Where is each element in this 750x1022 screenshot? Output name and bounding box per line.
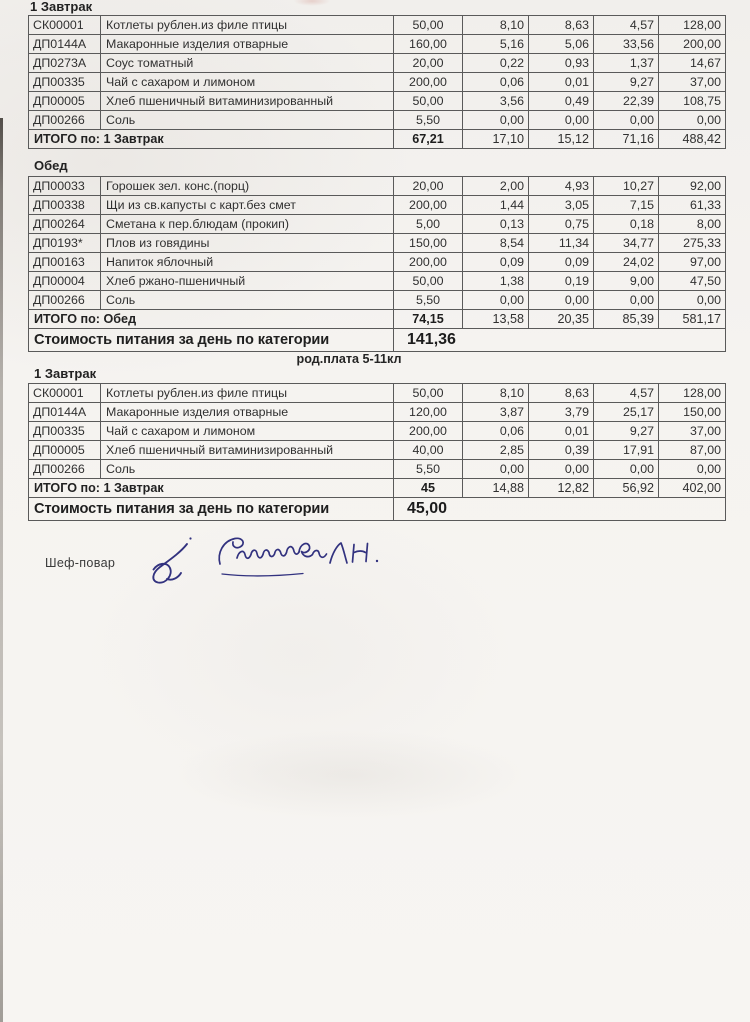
- day-cost-row: [29, 329, 726, 352]
- total-value-2: 20,35: [529, 310, 594, 329]
- item-qty: 20,00: [394, 177, 463, 196]
- item-name: Соль: [101, 291, 394, 310]
- day-cost-label: Стоимость питания за день по категории: [29, 329, 394, 352]
- item-qty: 5,00: [394, 215, 463, 234]
- item-code: СК00001: [29, 16, 101, 35]
- total-row: [29, 310, 726, 329]
- item-value-4: 0,00: [659, 291, 726, 310]
- item-value-2: 0,09: [529, 253, 594, 272]
- table-row: [29, 111, 726, 130]
- item-code: ДП00264: [29, 215, 101, 234]
- item-value-4: 8,00: [659, 215, 726, 234]
- item-value-3: 7,15: [594, 196, 659, 215]
- category-note: род.плата 5-11кл: [296, 352, 402, 366]
- item-value-4: 37,00: [659, 422, 726, 441]
- item-name: Хлеб пшеничный витаминизированный: [101, 441, 394, 460]
- item-name: Хлеб пшеничный витаминизированный: [101, 92, 394, 111]
- item-value-2: 3,05: [529, 196, 594, 215]
- item-name: Щи из св.капусты с карт.без смет: [101, 196, 394, 215]
- item-value-3: 0,00: [594, 291, 659, 310]
- item-value-2: 0,00: [529, 291, 594, 310]
- signature-handwriting: [133, 523, 395, 595]
- item-value-4: 61,33: [659, 196, 726, 215]
- item-value-2: 8,63: [529, 384, 594, 403]
- item-value-2: 4,93: [529, 177, 594, 196]
- item-value-2: 11,34: [529, 234, 594, 253]
- table-row: [29, 196, 726, 215]
- item-value-3: 9,27: [594, 73, 659, 92]
- item-qty: 200,00: [394, 422, 463, 441]
- item-qty: 150,00: [394, 234, 463, 253]
- item-value-4: 108,75: [659, 92, 726, 111]
- menu-table-breakfast-1: [28, 15, 726, 149]
- item-value-3: 24,02: [594, 253, 659, 272]
- item-value-2: 0,19: [529, 272, 594, 291]
- item-name: Макаронные изделия отварные: [101, 35, 394, 54]
- item-qty: 50,00: [394, 272, 463, 291]
- item-value-3: 25,17: [594, 403, 659, 422]
- item-code: ДП00335: [29, 422, 101, 441]
- table-row: [29, 253, 726, 272]
- item-value-1: 0,00: [463, 111, 529, 130]
- item-name: Сметана к пер.блюдам (прокип): [101, 215, 394, 234]
- table-row: [29, 73, 726, 92]
- item-value-3: 34,77: [594, 234, 659, 253]
- item-name: Чай с сахаром и лимоном: [101, 73, 394, 92]
- total-row: [29, 130, 726, 149]
- item-value-4: 0,00: [659, 460, 726, 479]
- item-value-4: 14,67: [659, 54, 726, 73]
- item-qty: 20,00: [394, 54, 463, 73]
- total-value-1: 17,10: [463, 130, 529, 149]
- item-name: Соус томатный: [101, 54, 394, 73]
- total-value-4: 581,17: [659, 310, 726, 329]
- chef-signature-label: Шеф-повар: [45, 556, 116, 570]
- item-code: ДП0144А: [29, 35, 101, 54]
- item-value-2: 0,93: [529, 54, 594, 73]
- table-row: [29, 16, 726, 35]
- item-value-1: 3,56: [463, 92, 529, 111]
- item-qty: 50,00: [394, 16, 463, 35]
- section-title-breakfast-2: 1 Завтрак: [34, 366, 97, 381]
- total-value-2: 15,12: [529, 130, 594, 149]
- item-value-4: 97,00: [659, 253, 726, 272]
- total-value-1: 14,88: [463, 479, 529, 498]
- item-value-4: 37,00: [659, 73, 726, 92]
- item-code: ДП0193*: [29, 234, 101, 253]
- item-value-2: 0,00: [529, 111, 594, 130]
- item-value-4: 150,00: [659, 403, 726, 422]
- item-value-2: 0,39: [529, 441, 594, 460]
- total-qty: 74,15: [394, 310, 463, 329]
- total-qty: 67,21: [394, 130, 463, 149]
- table-row: [29, 291, 726, 310]
- menu-table-breakfast-2: [28, 383, 726, 521]
- table-row: [29, 384, 726, 403]
- item-value-2: 0,00: [529, 460, 594, 479]
- item-value-1: 0,00: [463, 460, 529, 479]
- item-value-1: 0,00: [463, 291, 529, 310]
- table-row: [29, 54, 726, 73]
- item-code: ДП00005: [29, 92, 101, 111]
- item-value-2: 0,01: [529, 422, 594, 441]
- item-value-2: 5,06: [529, 35, 594, 54]
- total-value-3: 85,39: [594, 310, 659, 329]
- day-cost-value: 141,36: [394, 329, 726, 352]
- day-cost-label: Стоимость питания за день по категории: [29, 498, 394, 521]
- item-value-2: 3,79: [529, 403, 594, 422]
- item-value-4: 87,00: [659, 441, 726, 460]
- item-code: СК00001: [29, 384, 101, 403]
- item-name: Чай с сахаром и лимоном: [101, 422, 394, 441]
- table-row: [29, 422, 726, 441]
- menu-table-lunch: [28, 176, 726, 352]
- item-name: Макаронные изделия отварные: [101, 403, 394, 422]
- item-value-3: 33,56: [594, 35, 659, 54]
- item-value-4: 128,00: [659, 16, 726, 35]
- total-label: ИТОГО по: 1 Завтрак: [29, 479, 394, 498]
- scan-edge-artifact: [0, 118, 3, 1022]
- table-row: [29, 35, 726, 54]
- item-value-3: 9,27: [594, 422, 659, 441]
- item-value-4: 92,00: [659, 177, 726, 196]
- total-value-4: 402,00: [659, 479, 726, 498]
- item-code: ДП00004: [29, 272, 101, 291]
- item-value-4: 128,00: [659, 384, 726, 403]
- item-code: ДП0273А: [29, 54, 101, 73]
- item-value-3: 17,91: [594, 441, 659, 460]
- section-title-lunch: Обед: [34, 158, 68, 173]
- item-value-2: 8,63: [529, 16, 594, 35]
- item-value-3: 10,27: [594, 177, 659, 196]
- item-value-1: 2,85: [463, 441, 529, 460]
- day-cost-value: 45,00: [394, 498, 726, 521]
- item-value-3: 1,37: [594, 54, 659, 73]
- item-value-1: 8,10: [463, 384, 529, 403]
- item-name: Соль: [101, 111, 394, 130]
- item-value-2: 0,49: [529, 92, 594, 111]
- table-row: [29, 92, 726, 111]
- item-qty: 5,50: [394, 460, 463, 479]
- item-code: ДП00338: [29, 196, 101, 215]
- table-row: [29, 460, 726, 479]
- item-qty: 200,00: [394, 73, 463, 92]
- section-title-breakfast-1: 1 Завтрак: [30, 0, 93, 14]
- total-value-2: 12,82: [529, 479, 594, 498]
- item-value-1: 1,38: [463, 272, 529, 291]
- item-value-3: 22,39: [594, 92, 659, 111]
- item-value-4: 0,00: [659, 111, 726, 130]
- item-value-1: 5,16: [463, 35, 529, 54]
- item-value-4: 275,33: [659, 234, 726, 253]
- item-qty: 40,00: [394, 441, 463, 460]
- item-code: ДП00266: [29, 291, 101, 310]
- item-code: ДП00005: [29, 441, 101, 460]
- item-value-1: 1,44: [463, 196, 529, 215]
- item-value-2: 0,01: [529, 73, 594, 92]
- item-value-1: 8,54: [463, 234, 529, 253]
- item-value-3: 0,00: [594, 460, 659, 479]
- table-row: [29, 272, 726, 291]
- item-name: Напиток яблочный: [101, 253, 394, 272]
- total-value-4: 488,42: [659, 130, 726, 149]
- item-qty: 50,00: [394, 92, 463, 111]
- item-value-1: 0,13: [463, 215, 529, 234]
- item-qty: 50,00: [394, 384, 463, 403]
- item-qty: 120,00: [394, 403, 463, 422]
- item-value-1: 3,87: [463, 403, 529, 422]
- item-qty: 5,50: [394, 291, 463, 310]
- item-name: Котлеты рублен.из филе птицы: [101, 16, 394, 35]
- item-value-2: 0,75: [529, 215, 594, 234]
- item-qty: 200,00: [394, 196, 463, 215]
- item-value-3: 4,57: [594, 384, 659, 403]
- total-label: ИТОГО по: Обед: [29, 310, 394, 329]
- total-value-1: 13,58: [463, 310, 529, 329]
- total-value-3: 56,92: [594, 479, 659, 498]
- day-cost-row: [29, 498, 726, 521]
- item-name: Плов из говядины: [101, 234, 394, 253]
- table-row: [29, 234, 726, 253]
- item-value-3: 4,57: [594, 16, 659, 35]
- table-row: [29, 177, 726, 196]
- item-value-1: 2,00: [463, 177, 529, 196]
- item-code: ДП00335: [29, 73, 101, 92]
- item-value-3: 0,00: [594, 111, 659, 130]
- item-code: ДП00266: [29, 460, 101, 479]
- item-name: Соль: [101, 460, 394, 479]
- table-row: [29, 215, 726, 234]
- item-value-1: 0,09: [463, 253, 529, 272]
- item-name: Горошек зел. конс.(порц): [101, 177, 394, 196]
- item-qty: 200,00: [394, 253, 463, 272]
- item-qty: 5,50: [394, 111, 463, 130]
- item-code: ДП00266: [29, 111, 101, 130]
- item-name: Хлеб ржано-пшеничный: [101, 272, 394, 291]
- item-code: ДП00033: [29, 177, 101, 196]
- item-code: ДП00163: [29, 253, 101, 272]
- table-row: [29, 403, 726, 422]
- item-value-1: 0,06: [463, 73, 529, 92]
- table-row: [29, 441, 726, 460]
- item-value-3: 9,00: [594, 272, 659, 291]
- total-label: ИТОГО по: 1 Завтрак: [29, 130, 394, 149]
- item-value-1: 0,22: [463, 54, 529, 73]
- item-value-4: 47,50: [659, 272, 726, 291]
- item-qty: 160,00: [394, 35, 463, 54]
- item-name: Котлеты рублен.из филе птицы: [101, 384, 394, 403]
- item-value-1: 8,10: [463, 16, 529, 35]
- total-value-3: 71,16: [594, 130, 659, 149]
- total-qty: 45: [394, 479, 463, 498]
- item-value-4: 200,00: [659, 35, 726, 54]
- item-value-3: 0,18: [594, 215, 659, 234]
- item-code: ДП0144А: [29, 403, 101, 422]
- item-value-1: 0,06: [463, 422, 529, 441]
- total-row: [29, 479, 726, 498]
